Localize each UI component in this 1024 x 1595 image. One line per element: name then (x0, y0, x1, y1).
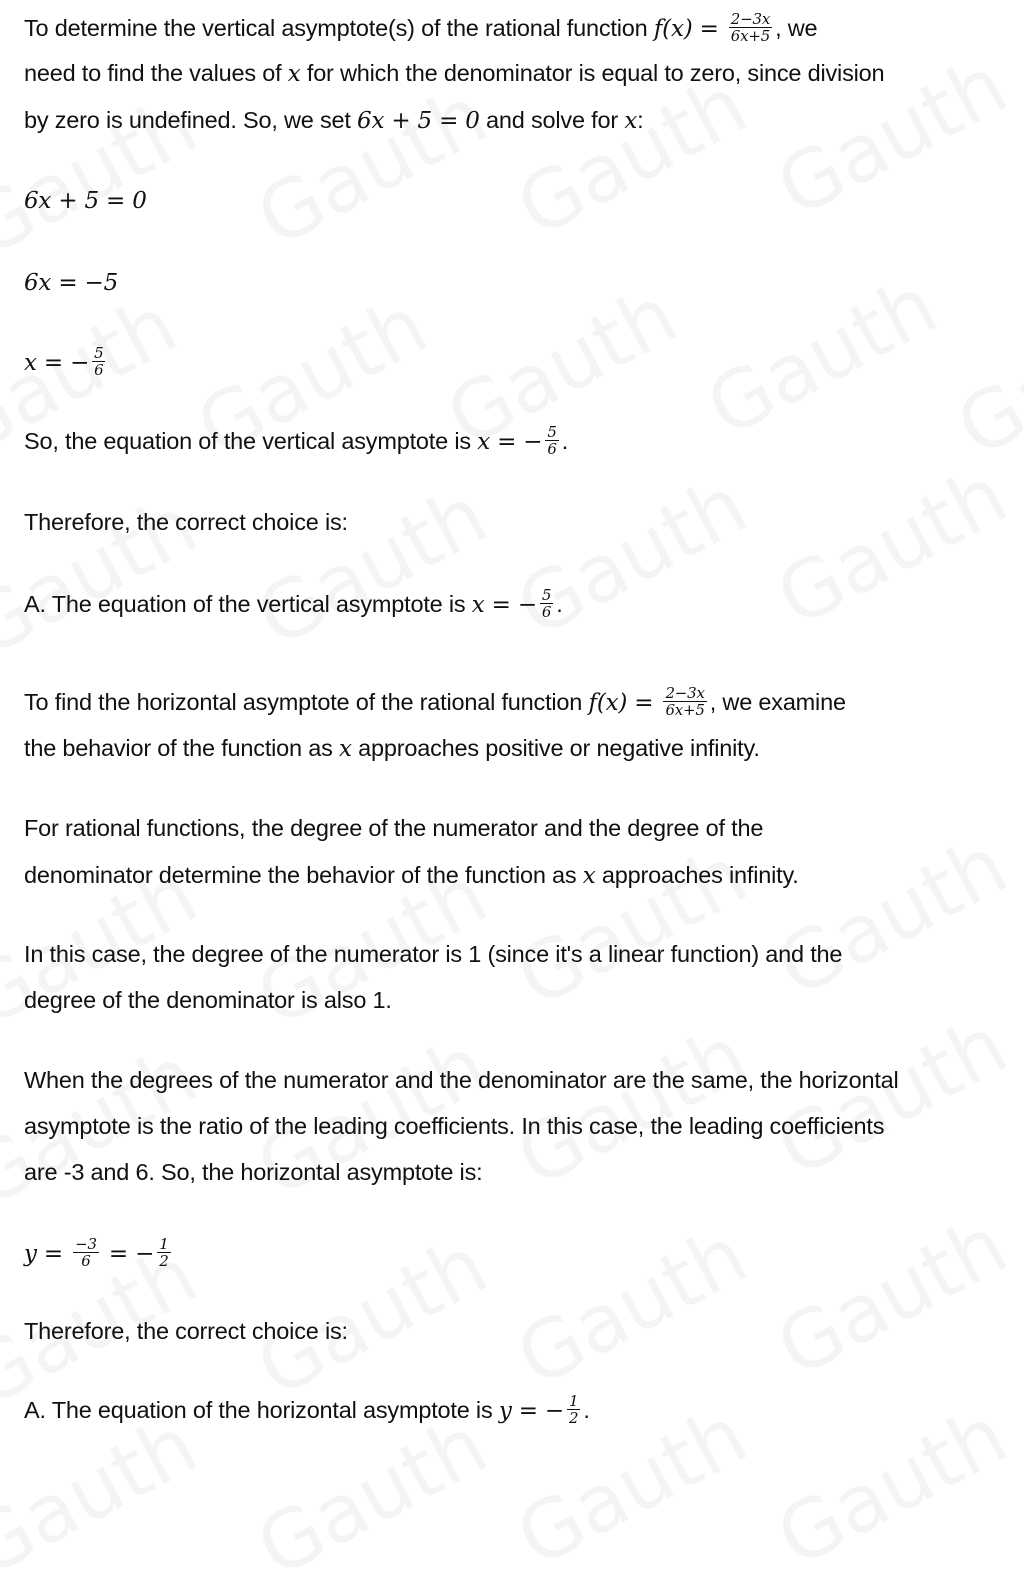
text-line (24, 1063, 899, 1097)
math-expression: x (338, 736, 352, 762)
text-line (24, 265, 118, 299)
text-segment: degree of the denominator is also 1. (24, 987, 392, 1013)
text-segment: Therefore, the correct choice is: (24, 509, 348, 535)
fraction-numerator: 5 (94, 344, 104, 363)
math-fraction (92, 345, 105, 378)
math-expression: x (287, 61, 301, 87)
text-segment: need to find the values of (24, 60, 288, 86)
gauth-watermark (502, 1008, 761, 1205)
text-line (24, 56, 884, 90)
math-expression: x (582, 863, 596, 889)
text-segment: are -3 and 6. So, the horizontal asymptote is: (24, 1159, 483, 1185)
fraction-numerator: 5 (541, 586, 552, 605)
math-fraction (729, 11, 772, 44)
math-expression: y = (24, 1241, 71, 1267)
gauth-watermark (242, 1398, 501, 1595)
gauth-watermark (502, 458, 761, 655)
fraction-numerator: 2−3x (665, 684, 705, 703)
text-segment: asymptote is the ratio of the leading coefficients. In this case, the leading coefficients (24, 1113, 885, 1139)
text-segment: the behavior of the function as (24, 735, 339, 761)
text-line (24, 1109, 884, 1143)
gauth-watermark (0, 1398, 211, 1595)
math-expression: f(x) = (653, 16, 726, 42)
text-segment: denominator determine the behavior of the function as (24, 862, 583, 888)
text-segment: Therefore, the correct choice is: (24, 1318, 348, 1344)
fraction-denominator: 6 (547, 440, 557, 459)
math-expression: x = − (24, 350, 90, 376)
math-fraction (157, 1236, 170, 1269)
math-expression: x (624, 108, 638, 134)
gauth-watermark (242, 68, 501, 265)
text-segment: approaches infinity. (595, 862, 799, 888)
text-segment: and solve for (479, 107, 625, 133)
fraction-denominator: 6 (541, 603, 552, 622)
math-expression: 6x = −5 (24, 270, 119, 296)
text-line (24, 1314, 348, 1348)
fraction-numerator: 1 (159, 1235, 169, 1254)
math-expression: 6x + 5 = 0 (24, 188, 147, 214)
text-segment: , we (775, 15, 818, 41)
gauth-watermark (942, 278, 1024, 475)
text-line (24, 183, 147, 217)
text-line (24, 103, 643, 137)
text-segment: For rational functions, the degree of the numerator and the degree of the (24, 815, 764, 841)
text-segment: When the degrees of the numerator and the denominator are the same, the horizontal (24, 1067, 899, 1093)
gauth-watermark (242, 468, 501, 665)
text-line (24, 811, 763, 845)
fraction-numerator: 5 (547, 423, 557, 442)
text-line (24, 1236, 174, 1270)
text-line (24, 685, 846, 719)
text-line (24, 345, 108, 379)
math-expression: x = − (477, 429, 543, 455)
math-expression: f(x) = (588, 690, 661, 716)
text-line (24, 983, 392, 1017)
math-expression: y = − (498, 1398, 564, 1424)
gauth-watermark (762, 1388, 1021, 1585)
math-fraction (567, 1393, 580, 1426)
text-segment: : (637, 107, 644, 133)
text-segment: by zero is undefined. So, we set (24, 107, 358, 133)
text-segment: , we examine (709, 689, 846, 715)
math-fraction (73, 1236, 99, 1269)
text-segment: . (583, 1397, 590, 1423)
text-line (24, 858, 799, 892)
text-segment: for which the denominator is equal to zero, since division (300, 60, 885, 86)
fraction-denominator: 2 (159, 1252, 169, 1271)
gauth-watermark (762, 448, 1021, 645)
text-segment: So, the equation of the vertical asymptote is (24, 428, 478, 454)
gauth-watermark (502, 1208, 761, 1405)
math-expression: = − (101, 1241, 155, 1267)
fraction-numerator: 1 (569, 1392, 579, 1411)
text-line (24, 587, 563, 621)
fraction-denominator: 6x+5 (730, 27, 771, 46)
text-line (24, 424, 568, 458)
text-line (24, 11, 817, 45)
text-segment: approaches positive or negative infinity. (351, 735, 760, 761)
text-line (24, 505, 348, 539)
text-segment: To determine the vertical asymptote(s) of the rational function (24, 15, 654, 41)
text-line (24, 1155, 482, 1189)
text-segment: A. The equation of the horizontal asymptote is (24, 1397, 499, 1423)
text-segment: In this case, the degree of the numerator is 1 (since it's a linear function) and the (24, 941, 843, 967)
text-segment: . (561, 428, 569, 454)
fraction-numerator: −3 (75, 1235, 97, 1254)
fraction-numerator: 2−3x (730, 10, 771, 29)
gauth-watermark (692, 258, 951, 455)
text-line (24, 937, 842, 971)
text-line (24, 1393, 590, 1427)
gauth-watermark (762, 818, 1021, 1015)
math-expression: 6x + 5 = 0 (357, 108, 480, 134)
math-expression: x = − (471, 592, 537, 618)
fraction-denominator: 2 (569, 1409, 579, 1428)
math-fraction (663, 685, 706, 718)
math-fraction (540, 587, 553, 620)
text-line (24, 731, 760, 765)
gauth-watermark (762, 1198, 1021, 1395)
text-segment: A. The equation of the vertical asymptote is (24, 591, 472, 617)
math-fraction (545, 424, 558, 457)
fraction-denominator: 6 (94, 361, 104, 380)
fraction-denominator: 6 (81, 1252, 91, 1271)
fraction-denominator: 6x+5 (665, 701, 705, 720)
text-segment: To find the horizontal asymptote of the rational function (24, 689, 589, 715)
text-segment: . (556, 591, 563, 617)
